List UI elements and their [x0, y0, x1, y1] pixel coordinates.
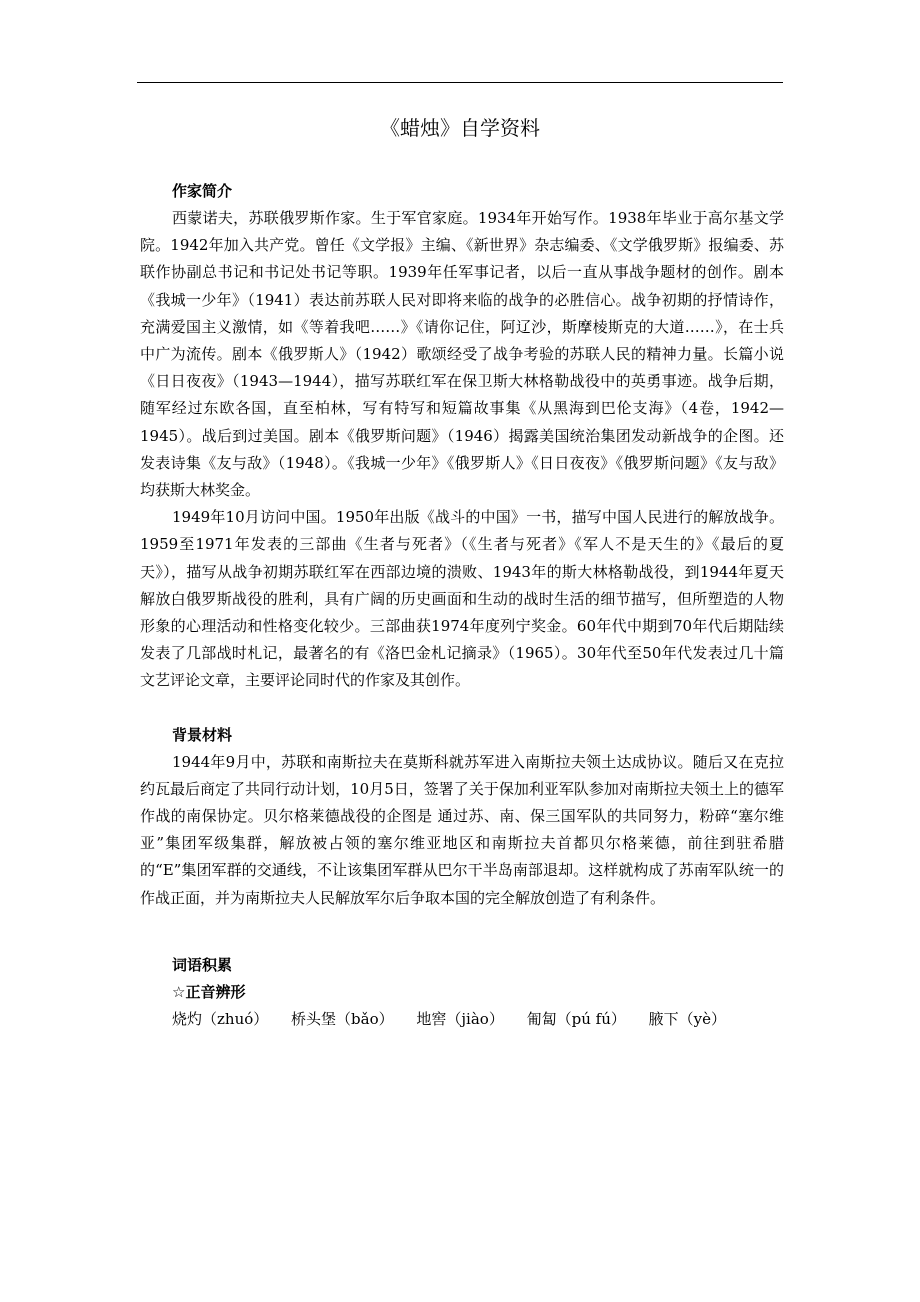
header-rule: [137, 82, 783, 83]
section-spacer: [140, 912, 784, 952]
paragraph: 1944年9月中，苏联和南斯拉夫在莫斯科就苏军进入南斯拉夫领土达成协议。随后又在克拉约瓦最后商定了共同行动计划，10月5日，签署了关于保加利亚军队参加对南斯拉夫领土上的德军作战的南保协定。贝尔格莱德战役的企图是 通过苏、南、保三国军队的共同努力，粉碎“塞尔维亚”集团军级集群，解放被占领的塞尔维亚地区和南斯拉夫首都贝尔格莱德，前往到驻希腊的“E”集团军群的交通线，不让该集团军群从巴尔干半岛南部退却。这样就构成了苏南军队统一的作战正面，并为南斯拉夫人民解放军尔后争取本国的完全解放创造了有利条件。: [140, 752, 784, 907]
section-heading: 作家简介: [172, 182, 233, 200]
vocab-item: 烧灼（zhuó）: [172, 1009, 269, 1028]
section-background: [140, 722, 784, 912]
section-author-intro: [140, 178, 784, 695]
paragraph: 1949年10月访问中国。1950年出版《战斗的中国》一书，描写中国人民进行的解放战争。1959至1971年发表的三部曲《生者与死者》（《生者与死者》《军人不是天生的》《最后的夏天》），描写从战争初期苏联红军在西部边境的溃败、1943年的斯大林格勒战役，到1944年夏天解放白俄罗斯战役的胜利，具有广阔的历史画面和生动的战时生活的细节描写，但所塑造的人物形象的心理活动和性格变化较少。三部曲获1974年度列宁奖金。60年代中期到70年代后期陆续发表了几部战时札记，最著名的有《洛巴金札记摘录》（1965）。30年代至50年代发表过几十篇文艺评论文章，主要评论同时代的作家及其创作。: [140, 508, 784, 690]
section-spacer: [140, 695, 784, 722]
section-heading: 背景材料: [172, 725, 233, 744]
section-heading: 词语积累: [172, 955, 233, 974]
document-body: [140, 178, 784, 1033]
vocab-item: 腋下（yè）: [648, 1009, 727, 1028]
vocab-list: [140, 1006, 784, 1033]
vocab-item: 匍匐（pú fú）: [526, 1009, 626, 1028]
vocab-item: 桥头堡（bǎo）: [291, 1009, 394, 1028]
paragraph: 西蒙诺夫，苏联俄罗斯作家。生于军官家庭。1934年开始写作。1938年毕业于高尔基文学院。1942年加入共产党。曾任《文学报》主编、《新世界》杂志编委、《文学俄罗斯》报编委、苏联作协副总书记和书记处书记等职。1939年任军事记者，以后一直从事战争题材的创作。剧本《我城一少年》（1941）表达前苏联人民对即将来临的战争的必胜信心。战争初期的抒情诗作，充满爱国主义激情，如《等着我吧……》《请你记住，阿辽沙，斯摩棱斯克的大道……》，在士兵中广为流传。剧本《俄罗斯人》（1942）歌颂经受了战争考验的苏联人民的精神力量。长篇小说《日日夜夜》（1943—1944），描写苏联红军在保卫斯大林格勒战役中的英勇事迹。战争后期，随军经过东欧各国，直至柏林，写有特写和短篇故事集《从黑海到巴伦支海》（4卷，1942—1945）。战后到过美国。剧本《俄罗斯问题》（1946）揭露美国统治集团发动新战争的企图。还发表诗集《友与敌》（1948）。《我城一少年》《俄罗斯人》《日日夜夜》《俄罗斯问题》《友与敌》均获斯大林奖金。: [140, 209, 784, 500]
vocab-subheading: ☆正音辨形: [172, 982, 246, 1001]
document-title: 《蜡烛》自学资料: [380, 116, 540, 140]
section-vocabulary: [140, 952, 784, 1033]
vocab-item: 地窖（jiào）: [416, 1009, 504, 1028]
